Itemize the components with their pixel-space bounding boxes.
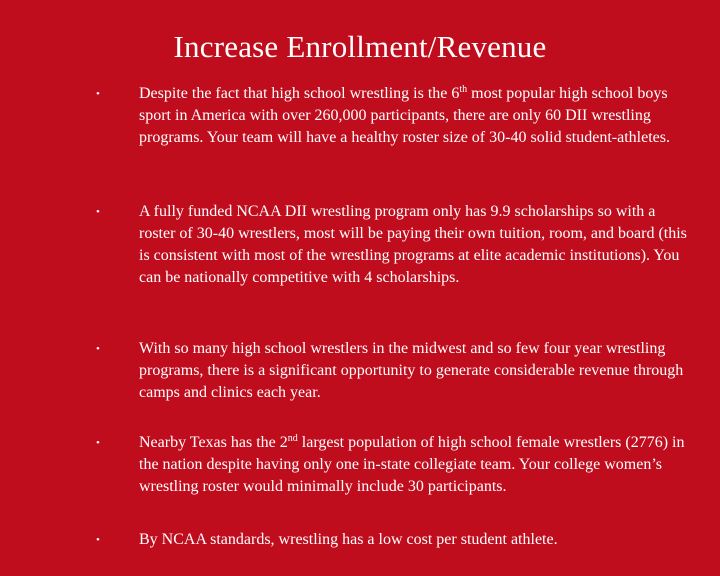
bullet-text-part: largest population of high school female wrestlers (2776) in the nation despite having only one in-state collegiate team. Your college women’s wrestling roster would minimally include 30 participants.	[139, 434, 685, 495]
bullet-text-part: Despite the fact that high school wrestling is the 6	[139, 85, 460, 102]
bullet-text	[139, 529, 687, 551]
bullet-icon: •	[96, 88, 100, 100]
bullet-text	[139, 83, 687, 149]
slide-title: Increase Enrollment/Revenue	[173, 29, 547, 64]
bullet-text-part: With so many high school wrestlers in the midwest and so few four year wrestling programs, there is a significant opportunity to generate considerable revenue through camps and clinics each year.	[139, 340, 684, 401]
bullet-icon: •	[96, 437, 100, 449]
ordinal-suffix: nd	[287, 433, 298, 444]
bullet-text-part: A fully funded NCAA DII wrestling program only has 9.9 scholarships so with a roster of 30-40 wrestlers, most will be paying their own tuition, room, and board (this is consistent with most of the wrestling programs at elite academic institutions). You can be nationally competitive with 4 scholarships.	[139, 203, 687, 286]
bullet-text-part: By NCAA standards, wrestling has a low cost per student athlete.	[139, 531, 558, 548]
bullet-text	[139, 201, 687, 289]
bullet-text-part: most popular high school boys sport in America with over 260,000 participants, there are only 60 DII wrestling programs. Your team will have a healthy roster size of 30-40 solid student-athletes.	[139, 85, 670, 146]
bullet-icon: •	[96, 343, 100, 355]
bullet-text	[139, 338, 687, 404]
bullet-text-part: Nearby Texas has the 2	[139, 434, 288, 451]
ordinal-suffix: th	[459, 84, 468, 95]
bullet-icon: •	[96, 534, 100, 546]
bullet-icon: •	[96, 206, 100, 218]
bullet-text	[139, 432, 687, 498]
